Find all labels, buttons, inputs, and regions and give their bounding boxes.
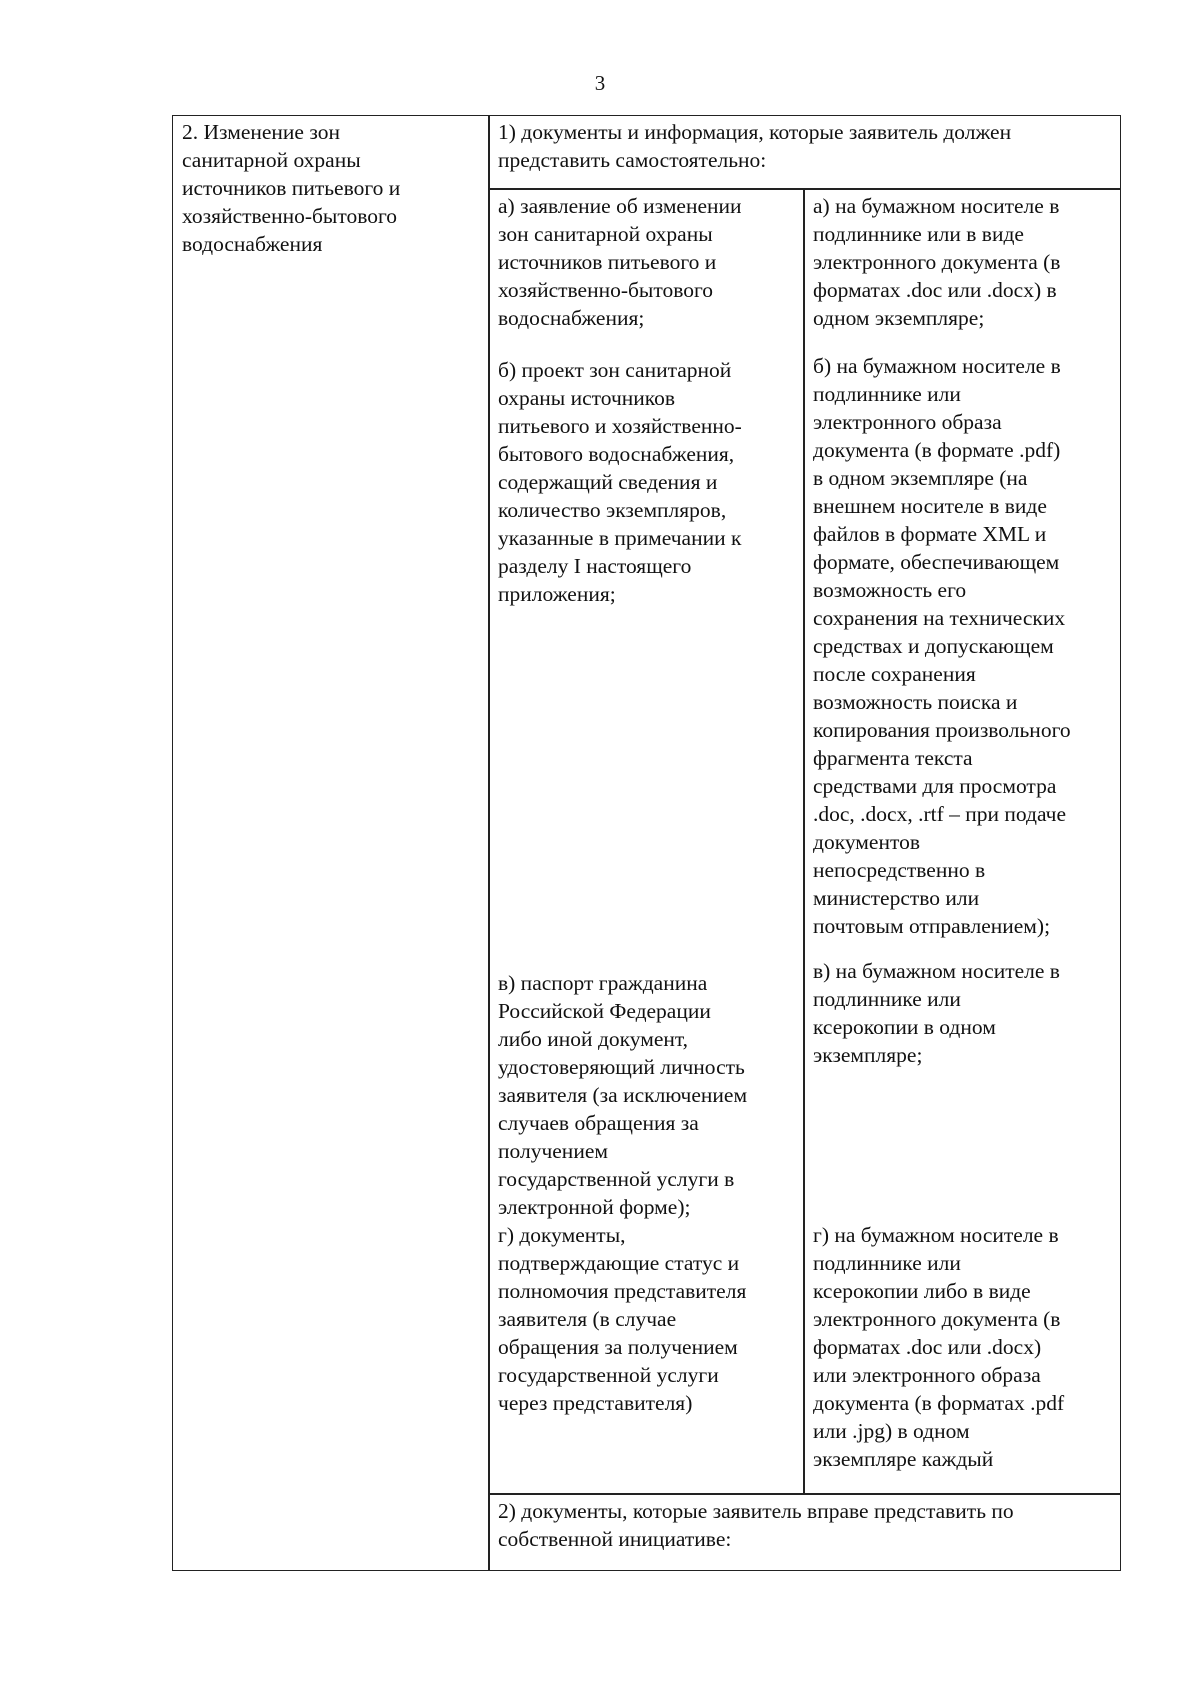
document-line: источников питьевого и <box>498 250 717 274</box>
service-name-line: хозяйственно-бытового <box>182 204 398 228</box>
page-number: 3 <box>594 71 606 95</box>
document-line: зон санитарной охраны <box>498 222 713 246</box>
document-line: полномочия представителя <box>498 1279 747 1303</box>
document-line: приложения; <box>498 582 616 606</box>
document-line: Российской Федерации <box>498 999 711 1023</box>
section2-header <box>498 1497 1014 1553</box>
document-line: количество экземпляров, <box>498 498 727 522</box>
form-line: б) на бумажном носителе в <box>813 354 1061 378</box>
form-line: экземпляре каждый <box>813 1447 994 1471</box>
form-line: копирования произвольного <box>813 718 1071 742</box>
form-line: сохранения на технических <box>813 606 1066 630</box>
form-line: фрагмента текста <box>813 746 973 770</box>
form-line: средствами для просмотра <box>813 774 1057 798</box>
document-line: через представителя) <box>498 1391 693 1415</box>
document-line: государственной услуги <box>498 1363 719 1387</box>
requirements-table <box>172 115 1121 1571</box>
document-line: обращения за получением <box>498 1335 738 1359</box>
service-name-line: водоснабжения <box>182 232 323 256</box>
service-name-line: санитарной охраны <box>182 148 361 172</box>
form-line: или .jpg) в одном <box>813 1419 970 1443</box>
form-line: .doc, .docx, .rtf – при подаче <box>813 802 1067 826</box>
document-line: питьевого и хозяйственно- <box>498 414 742 438</box>
form-line: документов <box>813 830 920 854</box>
document-line: разделу I настоящего <box>498 554 692 578</box>
form-line: одном экземпляре; <box>813 306 985 330</box>
section1-header-line: представить самостоятельно: <box>498 148 767 172</box>
service-name-line: источников питьевого и <box>182 176 401 200</box>
form-line: форматах .doc или .docx) в <box>813 278 1057 302</box>
form-line: электронного документа (в <box>813 1307 1061 1331</box>
document-a <box>498 192 742 332</box>
document-v <box>498 969 747 1221</box>
form-line: ксерокопии в одном <box>813 1015 996 1039</box>
document-line: хозяйственно-бытового <box>498 278 714 302</box>
form-line: или электронного образа <box>813 1363 1041 1387</box>
form-line: министерство или <box>813 886 980 910</box>
column-divider-sub <box>803 188 805 1493</box>
document-line: г) документы, <box>498 1223 626 1247</box>
document-line: заявителя (в случае <box>498 1307 677 1331</box>
form-line: документа (в форматах .pdf <box>813 1391 1065 1415</box>
section1-header <box>498 118 1011 174</box>
document-line: б) проект зон санитарной <box>498 358 732 382</box>
document-line: электронной форме); <box>498 1195 691 1219</box>
form-line: непосредственно в <box>813 858 986 882</box>
form-line: файлов в формате XML и <box>813 522 1047 546</box>
form-line: в) на бумажном носителе в <box>813 959 1060 983</box>
document-b <box>498 356 742 608</box>
form-line: подлиннике или <box>813 382 961 406</box>
form-line: подлиннике или <box>813 987 961 1011</box>
form-line: ксерокопии либо в виде <box>813 1279 1031 1303</box>
document-line: либо иной документ, <box>498 1027 689 1051</box>
document-line: государственной услуги в <box>498 1167 735 1191</box>
form-line: электронного образа <box>813 410 1002 434</box>
row-divider-header2 <box>488 1493 1120 1495</box>
document-line: содержащий сведения и <box>498 470 718 494</box>
document-g <box>498 1221 746 1417</box>
section2-header-line: собственной инициативе: <box>498 1527 732 1551</box>
form-line: подлиннике или <box>813 1251 961 1275</box>
section2-header-line: 2) документы, которые заявитель вправе представить по <box>498 1499 1014 1523</box>
document-line: заявителя (за исключением <box>498 1083 748 1107</box>
form-line: экземпляре; <box>813 1043 923 1067</box>
form-line: электронного документа (в <box>813 250 1061 274</box>
document-line: охраны источников <box>498 386 676 410</box>
document-line: бытового водоснабжения, <box>498 442 735 466</box>
form-line: в одном экземпляре (на <box>813 466 1028 490</box>
form-line: после сохранения <box>813 662 976 686</box>
document-line: подтверждающие статус и <box>498 1251 740 1275</box>
form-v <box>813 957 1060 1069</box>
form-line: внешнем носителе в виде <box>813 494 1047 518</box>
service-name-line: 2. Изменение зон <box>182 120 340 144</box>
form-line: а) на бумажном носителе в <box>813 194 1060 218</box>
document-line: а) заявление об изменении <box>498 194 742 218</box>
form-line: почтовым отправлением); <box>813 914 1051 938</box>
form-g <box>813 1221 1064 1473</box>
document-line: случаев обращения за <box>498 1111 699 1135</box>
section1-header-line: 1) документы и информация, которые заявитель должен <box>498 120 1012 144</box>
form-line: документа (в формате .pdf) <box>813 438 1061 462</box>
document-line: указанные в примечании к <box>498 526 742 550</box>
document-line: в) паспорт гражданина <box>498 971 708 995</box>
form-line: возможность его <box>813 578 967 602</box>
form-a <box>813 192 1060 332</box>
form-line: возможность поиска и <box>813 690 1018 714</box>
column-divider-main <box>488 116 490 1570</box>
form-line: г) на бумажном носителе в <box>813 1223 1059 1247</box>
document-line: удостоверяющий личность <box>498 1055 745 1079</box>
document-line: получением <box>498 1139 608 1163</box>
document-line: водоснабжения; <box>498 306 645 330</box>
form-line: средствах и допускающем <box>813 634 1054 658</box>
form-line: формате, обеспечивающем <box>813 550 1060 574</box>
form-line: форматах .doc или .docx) <box>813 1335 1042 1359</box>
service-name-cell <box>182 118 400 258</box>
form-b <box>813 352 1071 940</box>
form-line: подлиннике или в виде <box>813 222 1024 246</box>
